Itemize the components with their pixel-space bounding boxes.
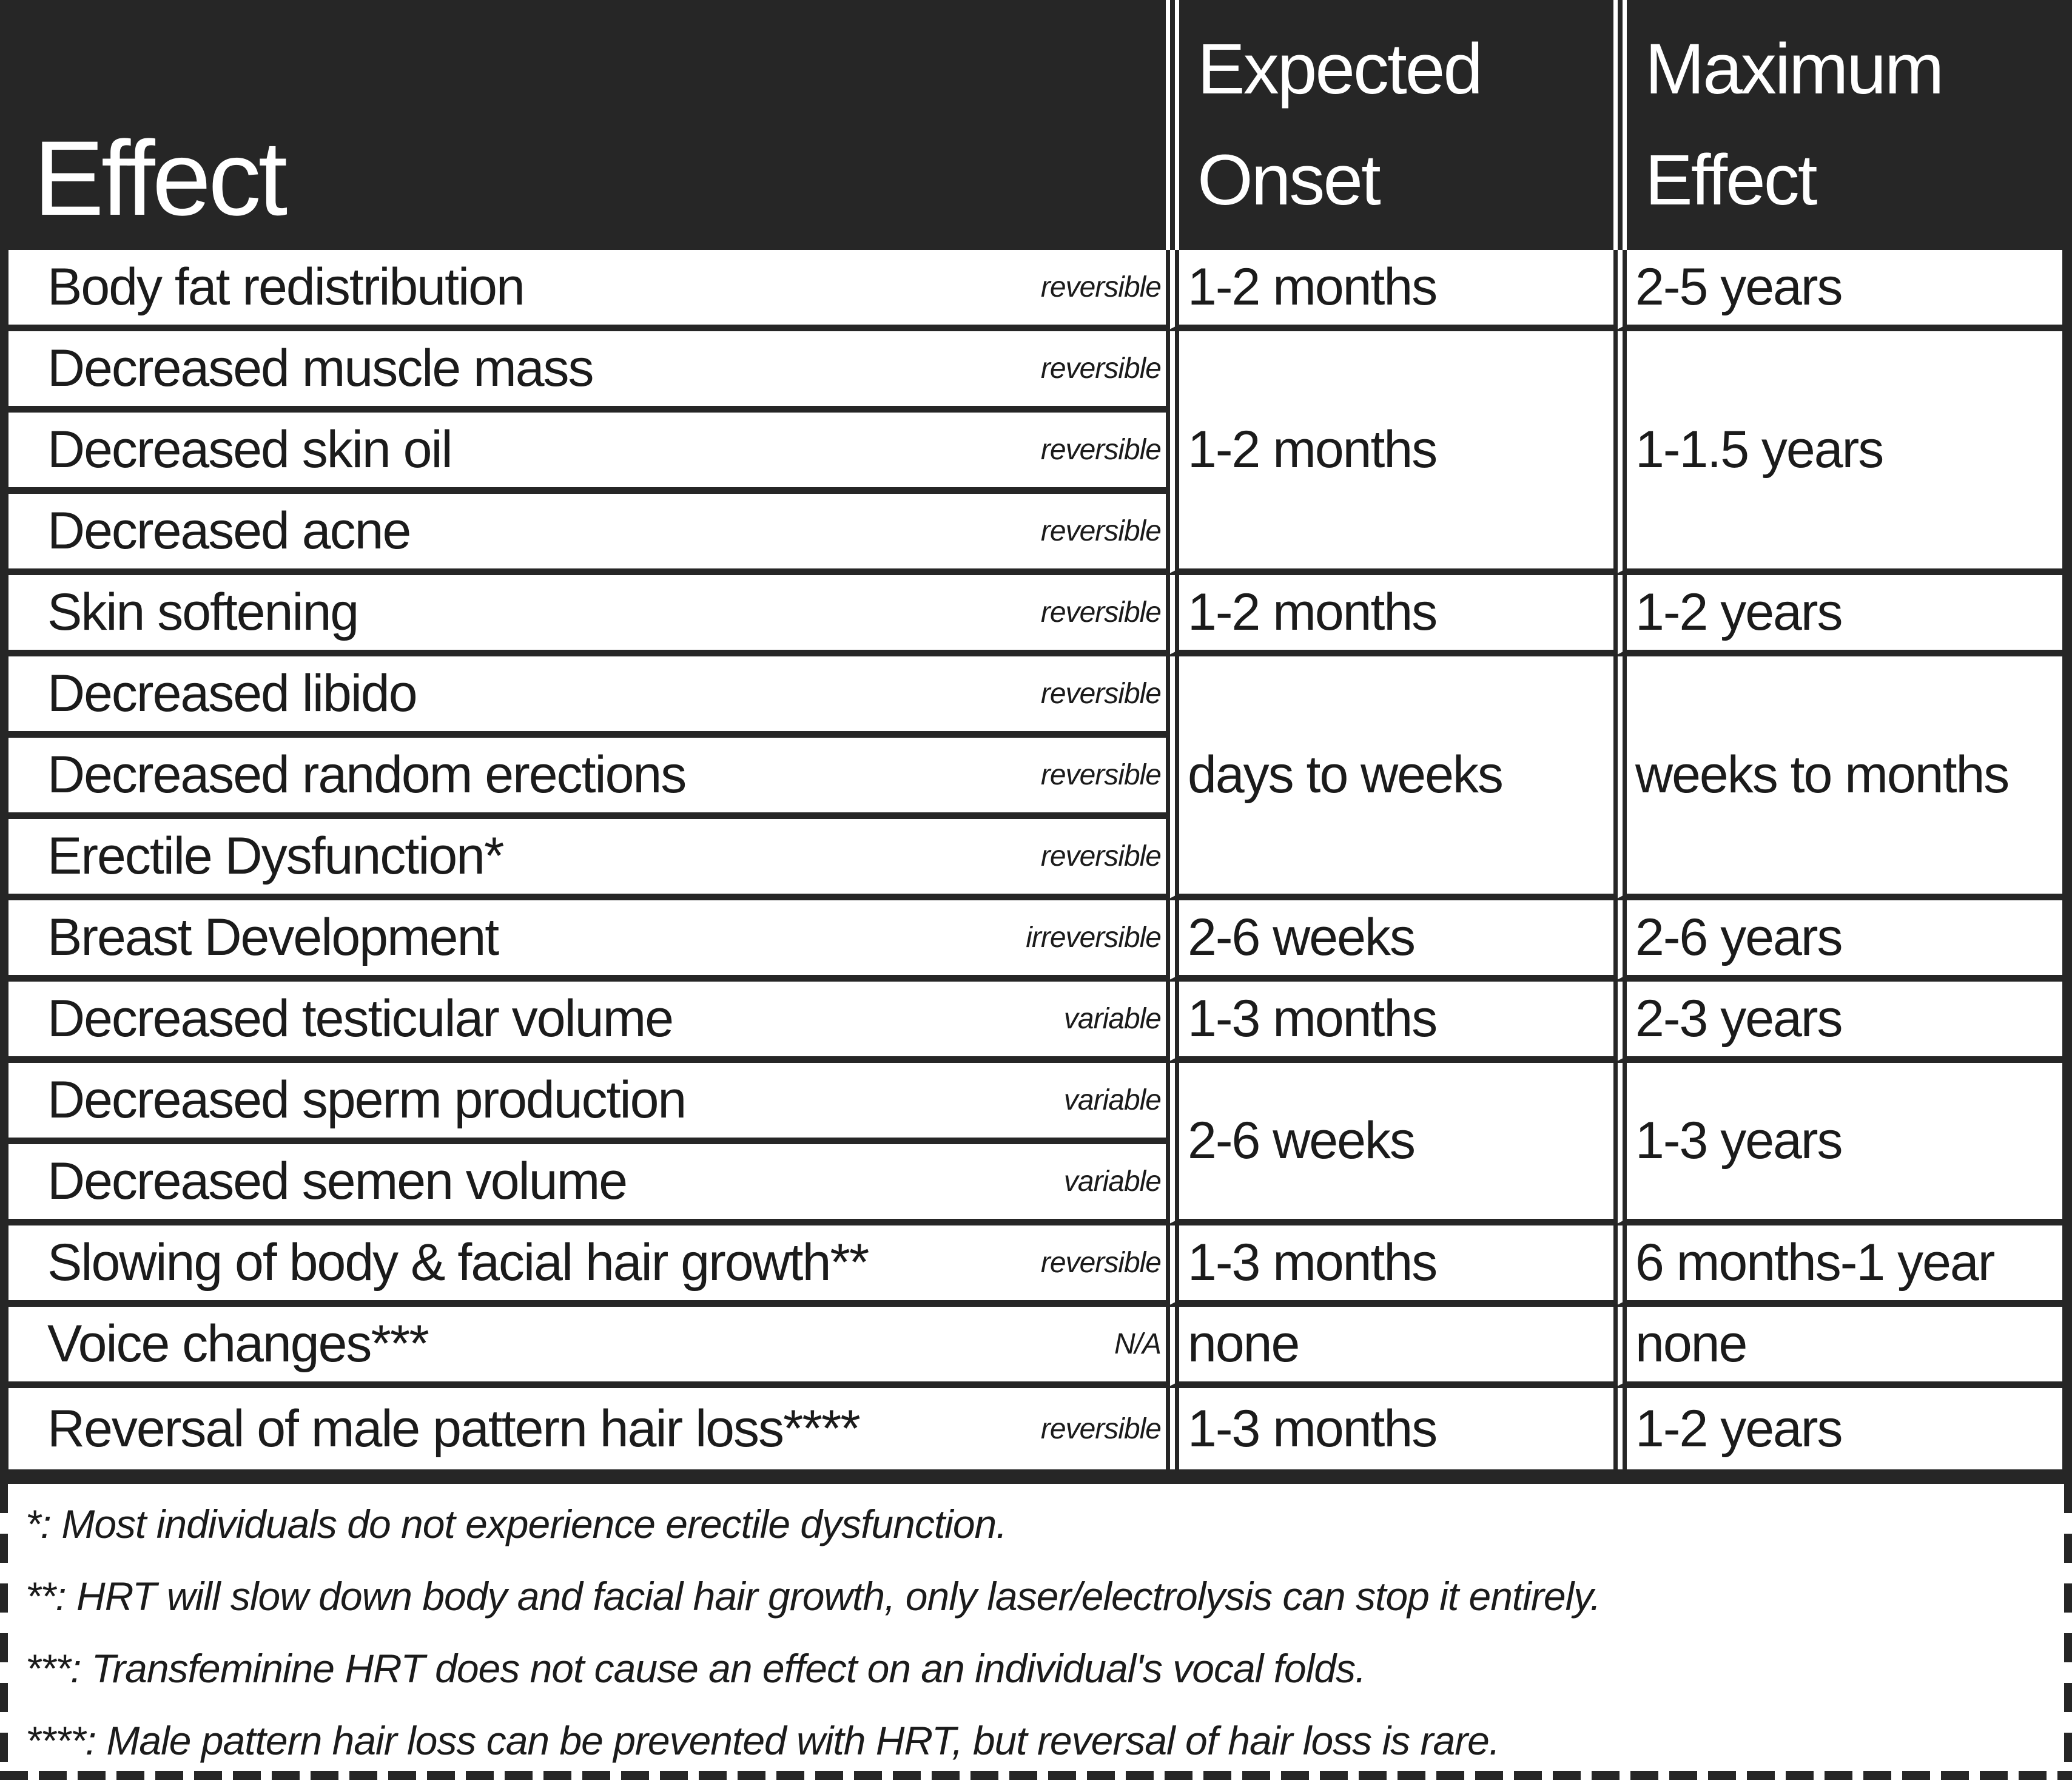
effect-name: Decreased libido [47, 664, 417, 723]
reversibility-label: variable [1063, 1165, 1161, 1198]
effect-name: Slowing of body & facial hair growth** [47, 1233, 869, 1292]
reversibility-label: reversible [1040, 1247, 1161, 1279]
footnote-top-divider [0, 1469, 2072, 1484]
max-effect-cell: 2-6 years [1613, 900, 2072, 982]
table-row [0, 900, 1166, 982]
table-row [0, 656, 1166, 738]
onset-cell-merged: 2-6 weeks [1166, 1063, 1613, 1225]
table-row [0, 1307, 1166, 1388]
reversibility-label: N/A [1114, 1328, 1161, 1360]
onset-cell-merged: days to weeks [1166, 656, 1613, 900]
onset-cell: 2-6 weeks [1166, 900, 1613, 982]
dashed-border-left [0, 1484, 8, 1780]
onset-cell: 1-3 months [1166, 982, 1613, 1063]
dashed-border-bottom [0, 1771, 2072, 1780]
max-effect-cell-merged: weeks to months [1613, 656, 2072, 900]
max-effect-cell: 2-5 years [1613, 250, 2072, 331]
onset-cell-merged: 1-2 months [1166, 331, 1613, 575]
table-row [0, 819, 1166, 900]
reversibility-label: reversible [1040, 515, 1161, 547]
reversibility-label: variable [1063, 1084, 1161, 1116]
reversibility-label: reversible [1040, 759, 1161, 791]
onset-cell: 1-2 months [1166, 250, 1613, 331]
footnote-line: *: Most individuals do not experience erectile dysfunction. [25, 1501, 1007, 1546]
reversibility-label: reversible [1040, 840, 1161, 872]
table-row [0, 1225, 1166, 1307]
max-effect-cell: 1-2 years [1613, 575, 2072, 656]
table-row [0, 575, 1166, 656]
reversibility-label: reversible [1040, 1412, 1161, 1445]
table-row [0, 1063, 1166, 1144]
max-effect-cell: 2-3 years [1613, 982, 2072, 1063]
table-row [0, 250, 1166, 331]
effect-name: Decreased sperm production [47, 1071, 686, 1129]
footnotes-box [0, 1484, 2072, 1780]
footnote-line: **: HRT will slow down body and facial hair growth, only laser/electrolysis can stop it entirely. [25, 1573, 1601, 1619]
max-effect-cell-merged: 1-3 years [1613, 1063, 2072, 1225]
effect-name: Voice changes*** [47, 1315, 428, 1373]
footnote-line: ****: Male pattern hair loss can be prevented with HRT, but reversal of hair loss is rare. [25, 1718, 1500, 1763]
effect-name: Decreased skin oil [47, 420, 452, 479]
effect-name: Decreased testicular volume [47, 989, 673, 1048]
effect-name: Body fat redistribution [47, 258, 524, 316]
onset-cell: none [1166, 1307, 1613, 1388]
reversibility-label: irreversible [1026, 922, 1161, 954]
onset-cell: 1-2 months [1166, 575, 1613, 656]
table-row [0, 1144, 1166, 1225]
max-effect-cell-merged: 1-1.5 years [1613, 331, 2072, 575]
reversibility-label: reversible [1040, 596, 1161, 629]
effect-name: Decreased acne [47, 502, 411, 560]
reversibility-label: reversible [1040, 678, 1161, 710]
reversibility-label: variable [1063, 1003, 1161, 1035]
effect-name: Erectile Dysfunction* [47, 827, 503, 885]
header-effect: Effect [0, 0, 1166, 250]
reversibility-label: reversible [1040, 434, 1161, 466]
effect-name: Decreased semen volume [47, 1152, 627, 1210]
footnote-line: ***: Transfeminine HRT does not cause an effect on an individual's vocal folds. [25, 1645, 1366, 1691]
header-maximum-effect: Maximum Effect [1613, 0, 2072, 250]
reversibility-label: reversible [1040, 271, 1161, 303]
effect-name: Decreased random erections [47, 746, 686, 804]
effect-name: Decreased muscle mass [47, 339, 593, 397]
max-effect-cell: 6 months-1 year [1613, 1225, 2072, 1307]
onset-cell: 1-3 months [1166, 1225, 1613, 1307]
table-row [0, 413, 1166, 494]
table-row [0, 494, 1166, 575]
max-effect-cell: 1-2 years [1613, 1388, 2072, 1469]
max-effect-cell: none [1613, 1307, 2072, 1388]
dashed-border-right [2064, 1484, 2072, 1780]
table-row [0, 738, 1166, 819]
effect-name: Reversal of male pattern hair loss**** [47, 1399, 859, 1458]
effect-name: Skin softening [47, 583, 358, 641]
reversibility-label: reversible [1040, 352, 1161, 385]
table-row [0, 1388, 1166, 1469]
table-row [0, 331, 1166, 413]
table-row [0, 982, 1166, 1063]
header-expected-onset: Expected Onset [1166, 0, 1613, 250]
effect-name: Breast Development [47, 908, 499, 966]
onset-cell: 1-3 months [1166, 1388, 1613, 1469]
